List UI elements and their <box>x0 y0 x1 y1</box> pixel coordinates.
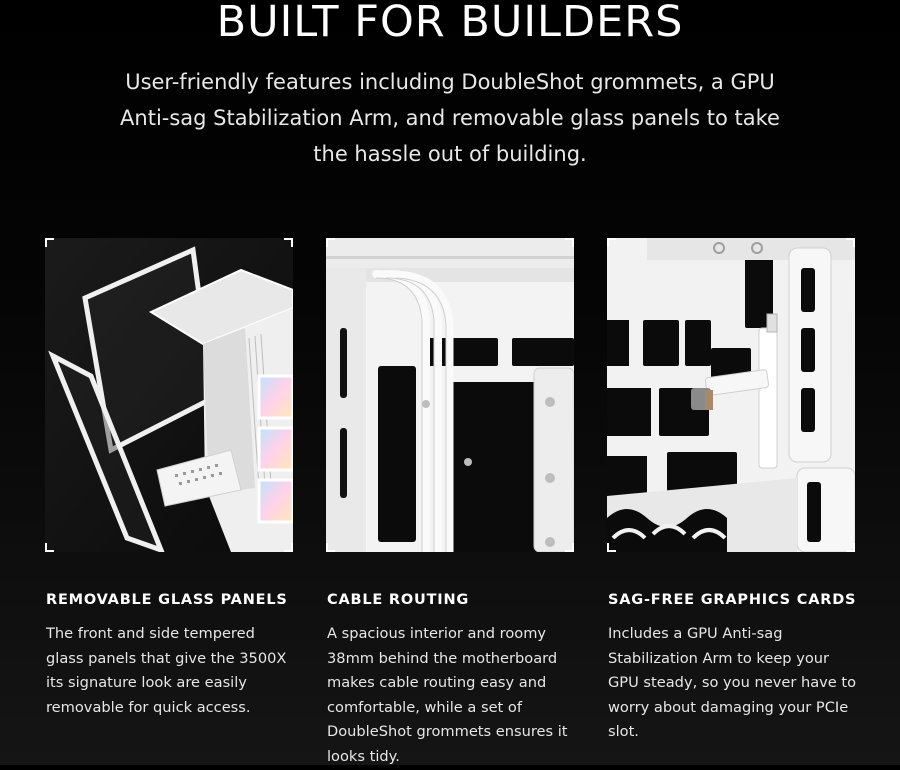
frame-corner <box>284 543 293 552</box>
frame-corner <box>45 238 54 247</box>
page-subtitle: User-friendly features including DoubleShot grommets, a GPU Anti-sag Stabilization Arm, and removable glass panels to take the hassle out of building. <box>120 70 780 166</box>
feature-cable-routing <box>326 238 574 770</box>
frame-corner <box>326 238 335 247</box>
frame-corner <box>565 238 574 247</box>
frame-corner <box>607 543 616 552</box>
cable-routing-illustration <box>326 238 574 552</box>
frame-corner <box>326 543 335 552</box>
feature-removable-glass-panels <box>45 238 293 720</box>
feature-image-gpu-arm <box>607 238 855 552</box>
frame-corner <box>565 543 574 552</box>
frame-corner <box>846 238 855 247</box>
frame-corner <box>45 543 54 552</box>
feature-description: Includes a GPU Anti-sag Stabilization Arm to keep your GPU steady, so you never have to worry about damaging your PCIe slot. <box>608 625 857 741</box>
feature-image-cable-routing <box>326 238 574 552</box>
feature-title: SAG-FREE GRAPHICS CARDS <box>608 592 857 608</box>
frame-corner <box>846 543 855 552</box>
feature-image-glass-panels <box>45 238 293 552</box>
feature-description: The front and side tempered glass panels that give the 3500X its signature look are easily removable for quick access. <box>46 625 287 716</box>
page-title: BUILT FOR BUILDERS <box>216 0 684 47</box>
feature-description: A spacious interior and roomy 38mm behind the motherboard makes cable routing easy and comfortable, while a set of DoubleShot grommets ensures it looks tidy. <box>327 625 568 765</box>
glass-panels-illustration <box>45 238 293 552</box>
frame-corner <box>284 238 293 247</box>
feature-title: REMOVABLE GLASS PANELS <box>46 592 288 608</box>
gpu-arm-illustration <box>607 238 855 552</box>
frame-corner <box>607 238 616 247</box>
feature-title: CABLE ROUTING <box>327 592 470 608</box>
feature-sag-free-graphics-cards <box>607 238 855 745</box>
